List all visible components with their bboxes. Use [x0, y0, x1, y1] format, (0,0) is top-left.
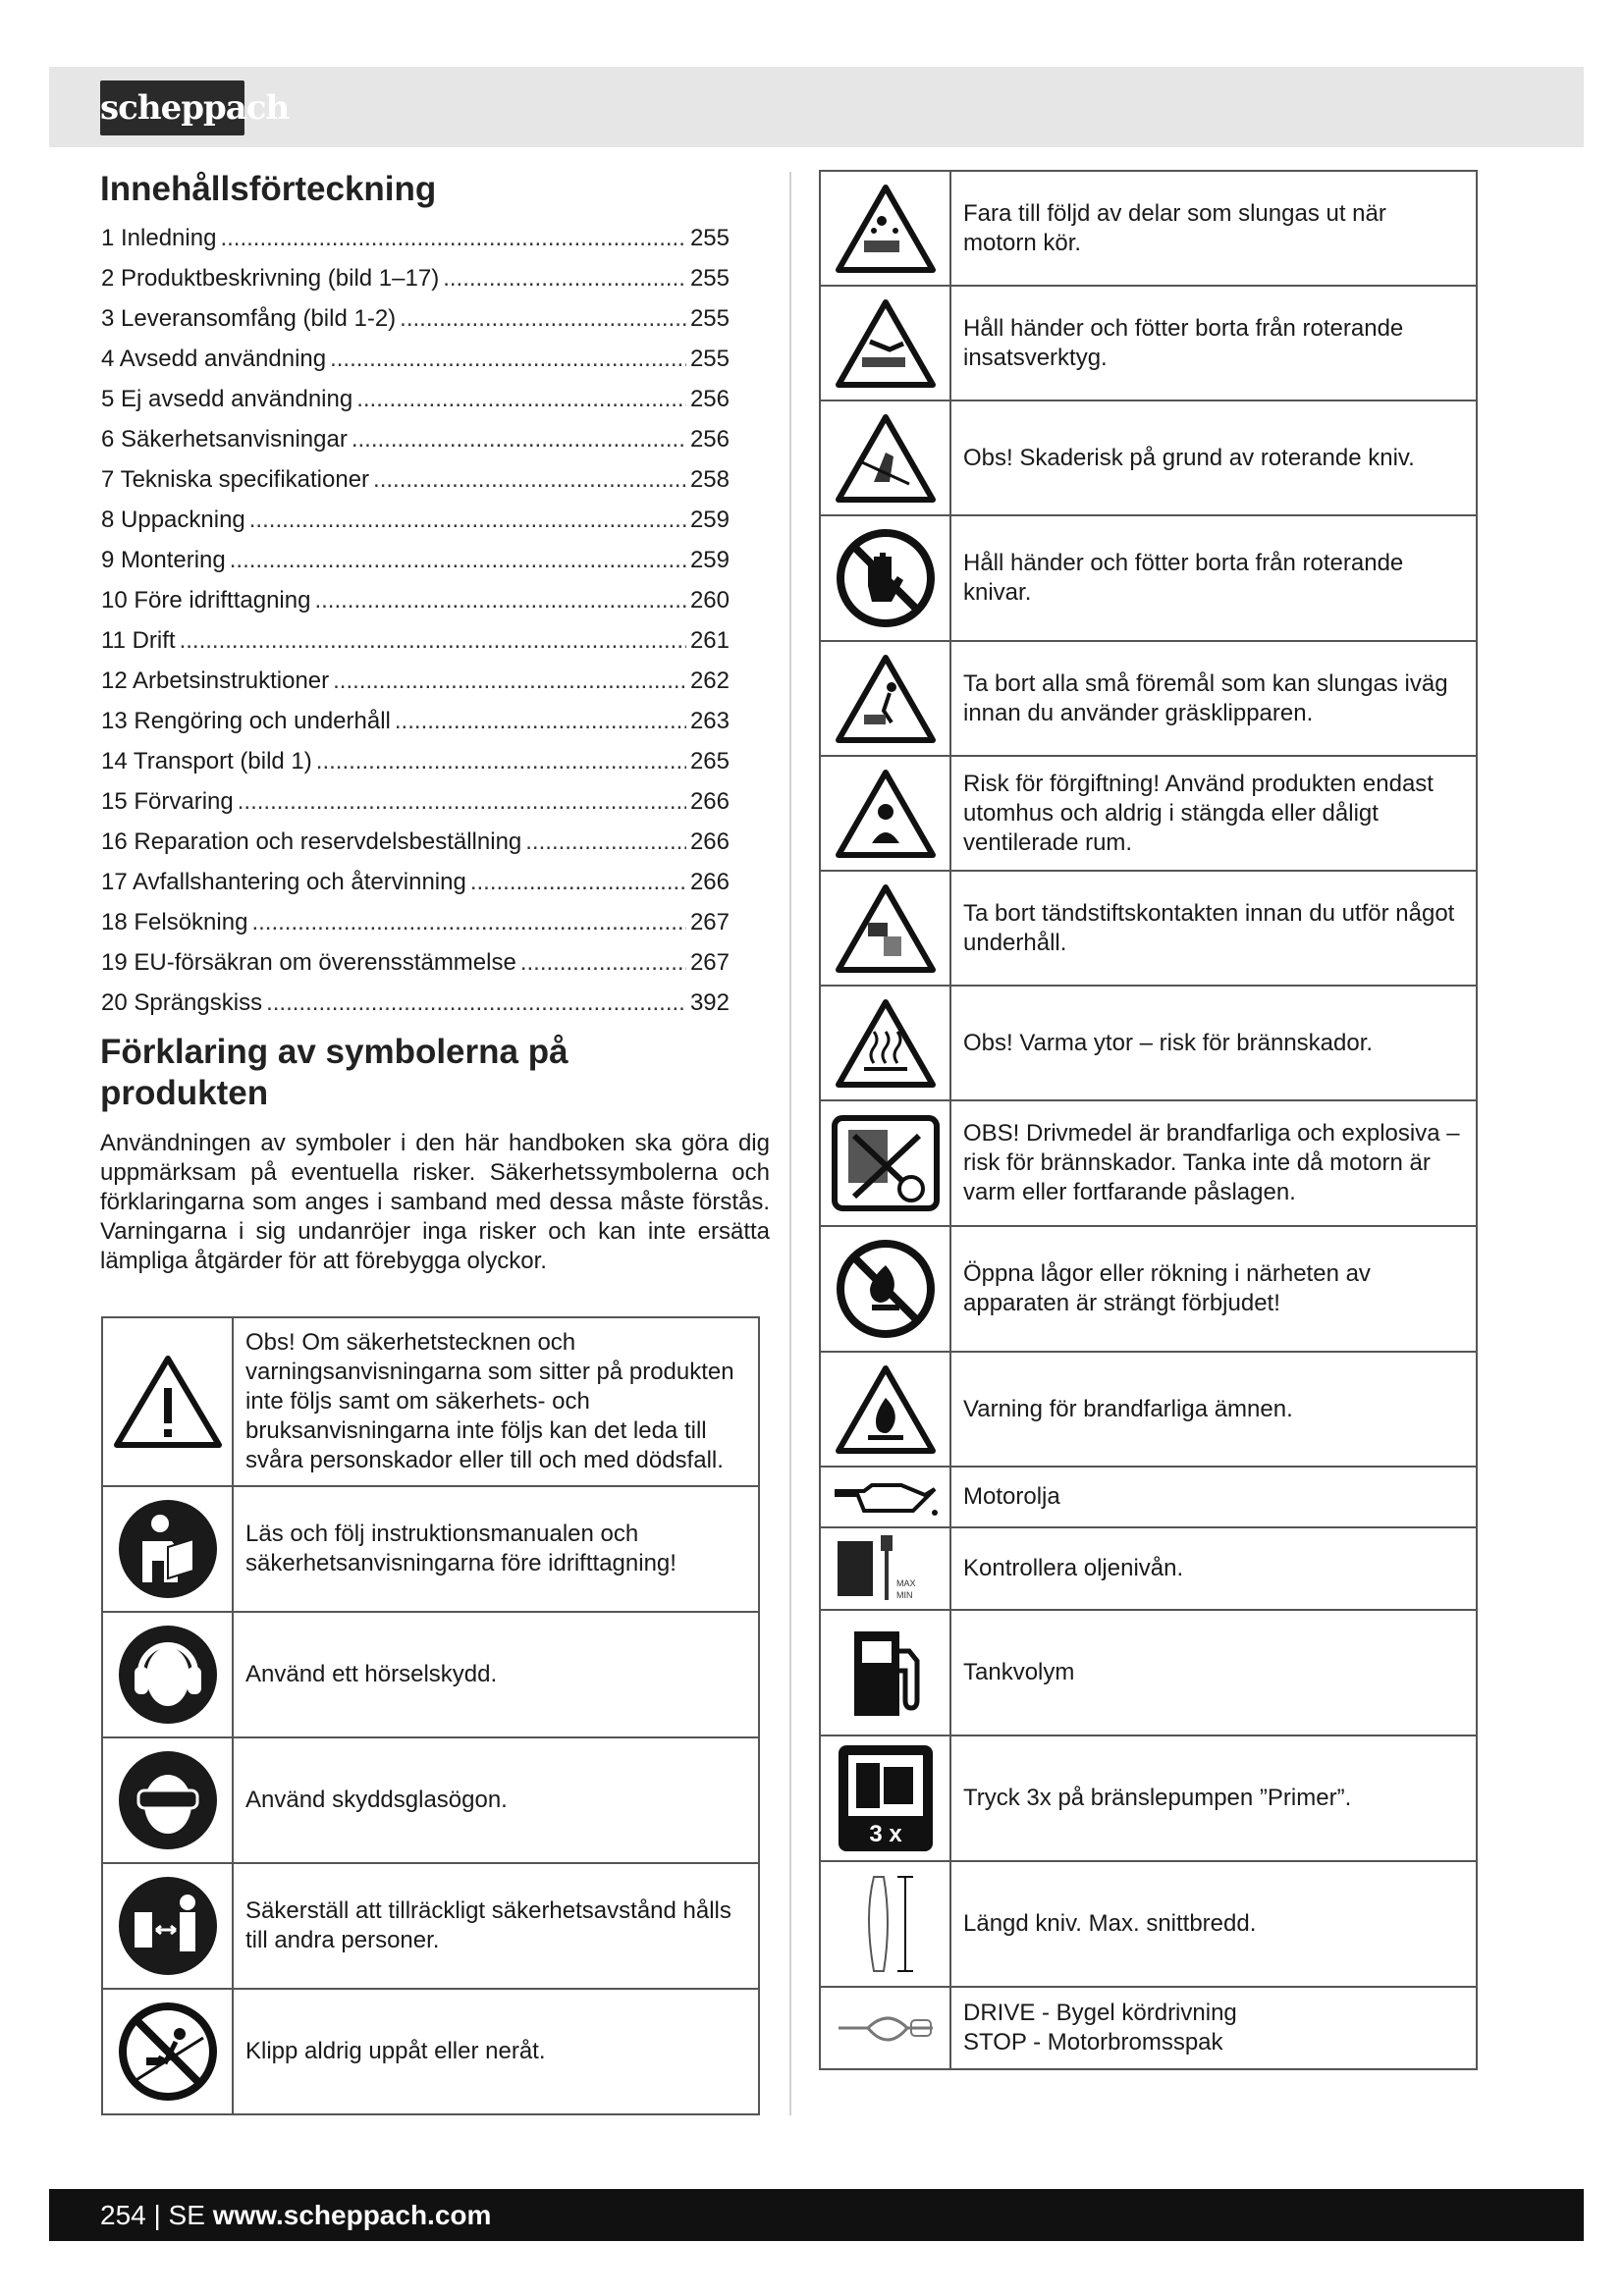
toc-item[interactable]: 11 Drift ..... 261	[101, 620, 730, 661]
symbol-description: Motorolja	[950, 1467, 1477, 1527]
toc-item[interactable]: 12 Arbetsinstruktioner ..... 262	[101, 661, 730, 701]
rotating-tool-hands-feet-icon	[820, 286, 950, 400]
symbol-description: Risk för förgiftning! Använd produkten endast utomhus och aldrig i stängda eller dåligt ventilerade rum.	[950, 756, 1477, 871]
table-row	[102, 1317, 759, 1486]
no-slope-mowing-icon	[102, 1989, 233, 2114]
table-row	[820, 986, 1477, 1100]
symbol-description: Obs! Skaderisk på grund av roterande kniv.	[950, 400, 1477, 515]
symbol-description: Varning för brandfarliga ämnen.	[950, 1352, 1477, 1467]
poison-gas-icon	[820, 756, 950, 871]
table-row	[102, 1737, 759, 1863]
table-row	[820, 1861, 1477, 1987]
page-header	[49, 67, 1584, 147]
toc-item[interactable]: 4 Avsedd användning ..... 255	[101, 339, 730, 379]
toc-item[interactable]: 13 Rengöring och underhåll ..... 263	[101, 701, 730, 741]
page-number: 254 | SE	[100, 2200, 205, 2230]
toc-item[interactable]: 18 Felsökning ..... 267	[101, 902, 730, 942]
safety-goggles-icon	[102, 1737, 233, 1863]
fuel-pump-icon	[820, 1610, 950, 1735]
toc-item[interactable]: 7 Tekniska specifikationer ..... 258	[101, 459, 730, 500]
spark-plug-icon	[820, 871, 950, 986]
no-open-flame-icon	[820, 1226, 950, 1352]
table-row	[820, 515, 1477, 641]
scheppach-logo: scheppach	[100, 80, 244, 135]
safety-distance-icon	[102, 1863, 233, 1989]
symbol-description: Ta bort tändstiftskontakten innan du utför något underhåll.	[950, 871, 1477, 986]
symbol-description: Obs! Varma ytor – risk för brännskador.	[950, 986, 1477, 1100]
drive-stop-lever-icon	[820, 1987, 950, 2069]
hand-prohibited-icon	[820, 515, 950, 641]
symbol-table-left	[101, 1316, 760, 2115]
table-row	[820, 756, 1477, 871]
symbol-description: Säkerställ att tillräckligt säkerhetsavstånd hålls till andra personer.	[233, 1863, 759, 1989]
symbol-description: Läs och följ instruktionsmanualen och säkerhetsanvisningarna före idrifttagning!	[233, 1486, 759, 1612]
table-row	[820, 1735, 1477, 1861]
table-row	[102, 1486, 759, 1612]
symbols-intro: Användningen av symboler i den här handboken ska göra dig uppmärksam på eventuella risker. Säkerhetssymbolerna och förklaringarna som anges i samband med dessa måste förstås. Varningarna i sig undanröjer inga risker och kan inte ersätta lämpliga åtgärder för att förebygga olyckor.	[100, 1130, 770, 1274]
table-of-contents	[101, 218, 730, 1023]
oil-can-icon	[820, 1467, 950, 1527]
table-row	[820, 1610, 1477, 1735]
toc-item[interactable]: 19 EU-försäkran om överensstämmelse ..... 267	[101, 942, 730, 983]
symbol-description: Obs! Om säkerhetstecknen och varningsanvisningarna som sitter på produkten inte följs samt om säkerhets- och bruksanvisningarna inte följs kan det leda till svåra personskador eller till och med dödsfall.	[233, 1317, 759, 1486]
symbol-description: Håll händer och fötter borta från roterande insatsverktyg.	[950, 286, 1477, 400]
symbol-description: Tankvolym	[950, 1610, 1477, 1735]
oil-max-label: MAX	[895, 1578, 916, 1588]
primer-count-label: 3 x	[868, 1821, 902, 1847]
toc-item[interactable]: 5 Ej avsedd användning ..... 256	[101, 379, 730, 419]
table-row	[820, 1987, 1477, 2069]
rotating-blade-injury-icon	[820, 400, 950, 515]
symbol-description: OBS! Drivmedel är brandfarliga och explosiva – risk för brännskador. Tanka inte då motorn är varm eller fortfarande påslagen.	[950, 1100, 1477, 1226]
table-row	[820, 871, 1477, 986]
symbol-table-right	[819, 170, 1478, 2070]
symbol-description: Öppna lågor eller rökning i närheten av apparaten är strängt förbjudet!	[950, 1226, 1477, 1352]
symbol-description: Klipp aldrig uppåt eller neråt.	[233, 1989, 759, 2114]
toc-item[interactable]: 15 Förvaring ..... 266	[101, 781, 730, 822]
table-row	[102, 1989, 759, 2114]
table-row	[820, 1226, 1477, 1352]
symbol-description: Längd kniv. Max. snittbredd.	[950, 1861, 1477, 1987]
column-divider	[789, 172, 791, 2115]
symbol-description: Använd ett hörselskydd.	[233, 1612, 759, 1737]
table-row	[820, 1100, 1477, 1226]
symbol-description: Tryck 3x på bränslepumpen ”Primer”.	[950, 1735, 1477, 1861]
read-manual-icon	[102, 1486, 233, 1612]
toc-item[interactable]: 8 Uppackning ..... 259	[101, 500, 730, 540]
footer-url[interactable]: www.scheppach.com	[212, 2200, 492, 2230]
table-row	[820, 1352, 1477, 1467]
toc-item[interactable]: 10 Före idrifttagning ..... 260	[101, 580, 730, 620]
toc-item[interactable]: 3 Leveransomfång (bild 1-2) ..... 255	[101, 298, 730, 339]
toc-item[interactable]: 14 Transport (bild 1) ..... 265	[101, 741, 730, 781]
fuel-flammable-icon	[820, 1100, 950, 1226]
page-footer	[49, 2189, 1584, 2241]
table-row	[820, 1527, 1477, 1610]
table-row	[102, 1863, 759, 1989]
stop-label: STOP - Motorbromsspak	[963, 2029, 1223, 2056]
drive-label: DRIVE - Bygel kördrivning	[963, 2000, 1237, 2026]
toc-item[interactable]: 16 Reparation och reservdelsbeställning ..... 266	[101, 822, 730, 862]
symbol-description: Kontrollera oljenivån.	[950, 1527, 1477, 1610]
table-row	[102, 1612, 759, 1737]
remove-objects-icon	[820, 641, 950, 756]
primer-icon	[820, 1735, 950, 1861]
toc-item[interactable]: 20 Sprängskiss ..... 392	[101, 983, 730, 1023]
symbol-description: Använd skyddsglasögon.	[233, 1737, 759, 1863]
oil-level-icon	[820, 1527, 950, 1610]
table-row	[820, 171, 1477, 286]
symbol-description	[950, 1987, 1477, 2069]
symbol-description: Håll händer och fötter borta från roterande knivar.	[950, 515, 1477, 641]
symbols-title: Förklaring av symbolerna på produkten	[100, 1033, 568, 1112]
blade-length-icon	[820, 1861, 950, 1987]
warning-exclamation-icon	[102, 1317, 233, 1486]
oil-min-label: MIN	[895, 1590, 912, 1600]
toc-item[interactable]: 9 Montering ..... 259	[101, 540, 730, 580]
table-row	[820, 400, 1477, 515]
table-row	[820, 1467, 1477, 1527]
toc-item[interactable]: 1 Inledning ..... 255	[101, 218, 730, 258]
toc-item[interactable]: 17 Avfallshantering och återvinning ..... 266	[101, 862, 730, 902]
toc-title: Innehållsförteckning	[100, 170, 437, 208]
hot-surface-icon	[820, 986, 950, 1100]
ear-protection-icon	[102, 1612, 233, 1737]
table-row	[820, 286, 1477, 400]
toc-item[interactable]: 6 Säkerhetsanvisningar ..... 256	[101, 419, 730, 459]
flammable-warning-icon	[820, 1352, 950, 1467]
symbol-description: Ta bort alla små föremål som kan slungas iväg innan du använder gräsklipparen.	[950, 641, 1477, 756]
toc-item[interactable]: 2 Produktbeskrivning (bild 1–17) ..... 255	[101, 258, 730, 298]
table-row	[820, 641, 1477, 756]
thrown-objects-icon	[820, 171, 950, 286]
symbol-description: Fara till följd av delar som slungas ut när motorn kör.	[950, 171, 1477, 286]
